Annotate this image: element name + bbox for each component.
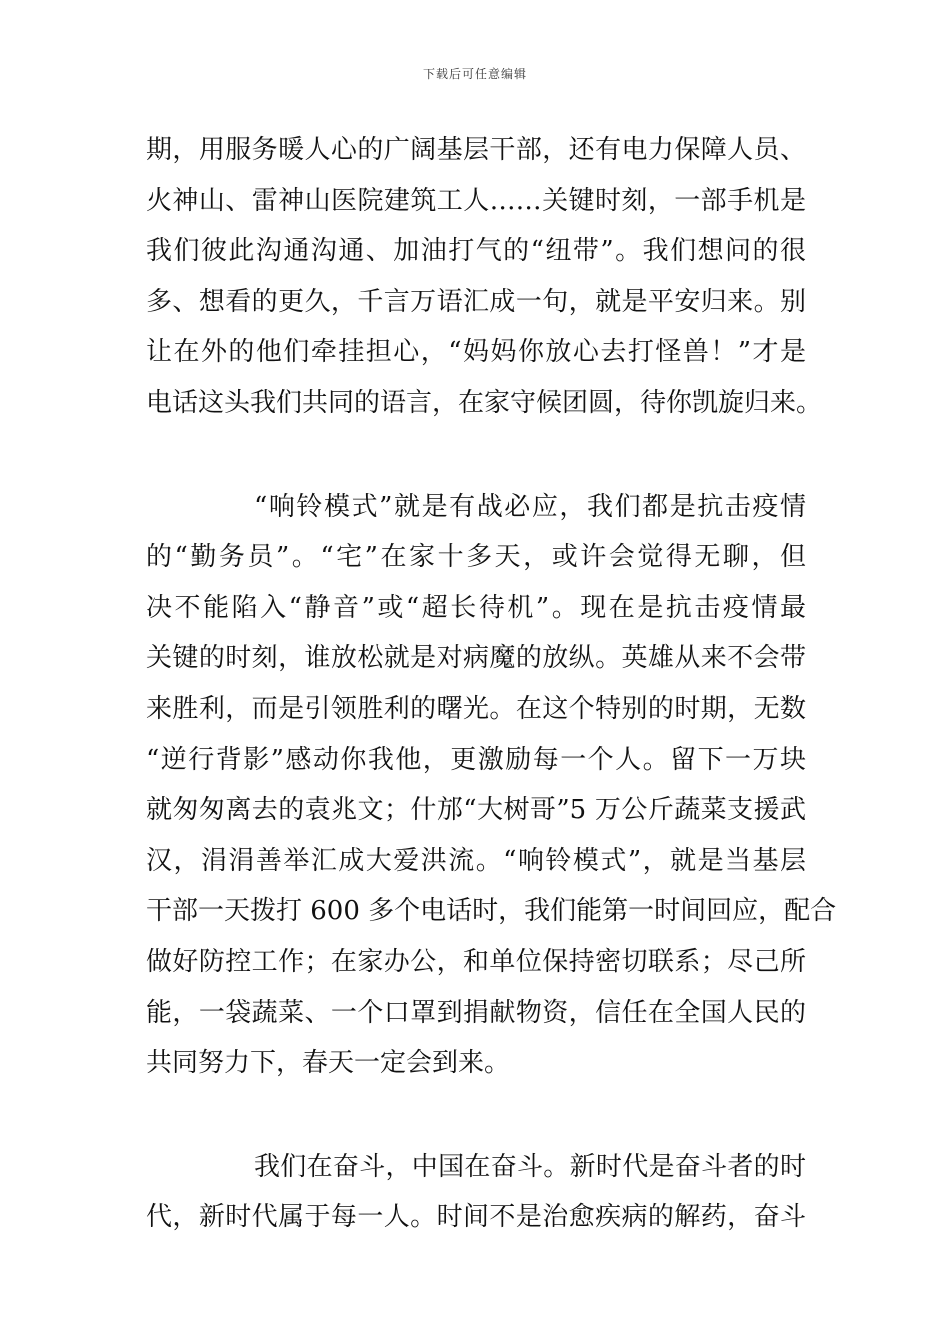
text-line: 能，一袋蔬菜、一个口罩到捐献物资，信任在全国人民的 <box>146 997 806 1028</box>
text-line: 来胜利，而是引领胜利的曙光。在这个特别的时期，无数 <box>146 693 806 724</box>
text-line: 我们在奋斗，中国在奋斗。新时代是奋斗者的时 <box>254 1151 806 1182</box>
paragraph-3 <box>146 1142 806 1243</box>
text-line: 的“勤务员”。“宅”在家十多天，或许会觉得无聊，但 <box>146 542 806 573</box>
paragraph-spacer <box>146 1089 806 1142</box>
paragraph-spacer <box>146 429 806 482</box>
text-line: 火神山、雷神山医院建筑工人……关键时刻，一部手机是 <box>146 185 806 216</box>
text-line: 电话这头我们共同的语言，在家守候团圆，待你凯旋归来。 <box>146 387 823 418</box>
text-line: 多、想看的更久，千言万语汇成一句，就是平安归来。别 <box>146 286 806 317</box>
text-line: 做好防控工作；在家办公，和单位保持密切联系；尽己所 <box>146 946 806 977</box>
text-line: 让在外的他们牵挂担心，“妈妈你放心去打怪兽！”才是 <box>146 337 806 368</box>
document-body <box>146 125 837 1243</box>
text-line: 关键的时刻，谁放松就是对病魔的放纵。英雄从来不会带 <box>146 643 806 674</box>
paragraph-2 <box>146 482 837 1089</box>
text-line: 期，用服务暖人心的广阔基层干部，还有电力保障人员、 <box>146 135 806 165</box>
text-line: “逆行背影”感动你我他，更激励每一个人。留下一万块 <box>146 744 806 775</box>
page-header-note: 下载后可任意编辑 <box>422 67 527 81</box>
text-line: 我们彼此沟通沟通、加油打气的“纽带”。我们想问的很 <box>146 236 806 267</box>
paragraph-1 <box>146 125 823 429</box>
text-line: 共同努力下，春天一定会到来。 <box>146 1048 511 1079</box>
text-line: 代，新时代属于每一人。时间不是治愈疾病的解药，奋斗 <box>146 1202 806 1233</box>
text-line: 就匆匆离去的袁兆文；什邡“大树哥”5 万公斤蔬菜支援武 <box>146 795 806 826</box>
text-line: “响铃模式”就是有战必应，我们都是抗击疫情 <box>254 491 806 522</box>
text-line: 决不能陷入“静音”或“超长待机”。现在是抗击疫情最 <box>146 592 806 623</box>
text-line: 汉，涓涓善举汇成大爱洪流。“响铃模式”，就是当基层 <box>146 845 806 876</box>
text-line: 干部一天拨打 600 多个电话时，我们能第一时间回应，配合 <box>146 896 837 927</box>
